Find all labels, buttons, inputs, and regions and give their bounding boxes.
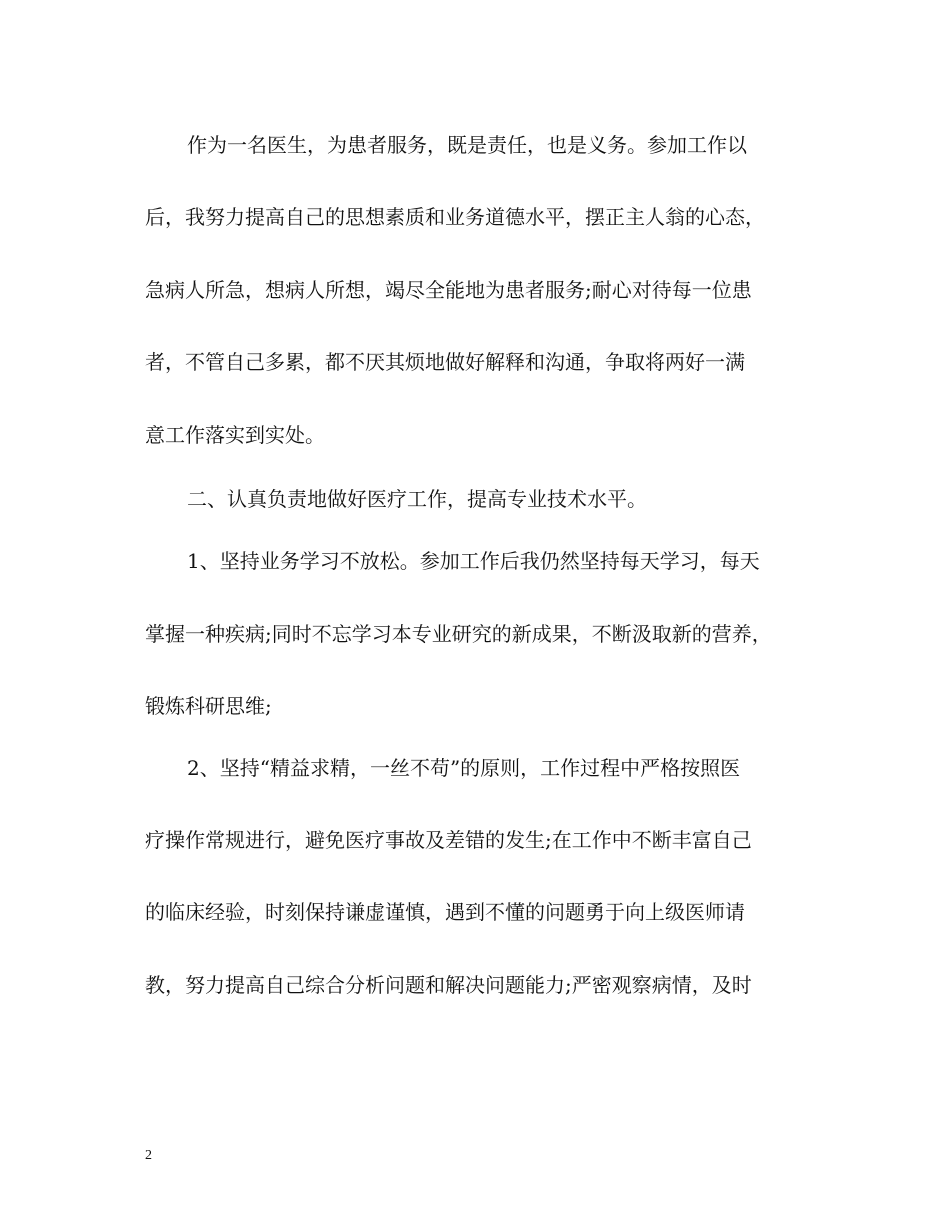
paragraph-line-7: 1、坚持业务学习不放松。参加工作后我仍然坚持每天学习，每天: [187, 549, 760, 573]
paragraph-line-2: 后，我努力提高自己的思想素质和业务道德水平，摆正主人翁的心态，: [145, 205, 765, 229]
paragraph-line-4: 者，不管自己多累，都不厌其烦地做好解释和沟通，争取将两好一满: [145, 350, 745, 374]
paragraph-line-13: 教，努力提高自己综合分析问题和解决问题能力;严密观察病情，及时: [145, 973, 752, 997]
paragraph-line-3: 急病人所急，想病人所想，竭尽全能地为患者服务;耐心对待每一位患: [145, 278, 752, 302]
paragraph-line-5: 意工作落实到实处。: [145, 423, 325, 447]
page-number: 2: [145, 1148, 152, 1163]
section-heading: 二、认真负责地做好医疗工作，提高专业技术水平。: [187, 487, 647, 511]
paragraph-line-8: 掌握一种疾病;同时不忘学习本专业研究的新成果，不断汲取新的营养，: [145, 622, 772, 646]
paragraph-line-12: 的临床经验，时刻保持谦虚谨慎，遇到不懂的问题勇于向上级医师请: [145, 900, 745, 924]
paragraph-line-11: 疗操作常规进行，避免医疗事故及差错的发生;在工作中不断丰富自己: [145, 828, 752, 852]
paragraph-line-10: 2、坚持“精益求精，一丝不苟”的原则，工作过程中严格按照医: [187, 756, 741, 780]
paragraph-line-9: 锻炼科研思维;: [145, 694, 272, 718]
paragraph-line-1: 作为一名医生，为患者服务，既是责任，也是义务。参加工作以: [187, 133, 747, 157]
